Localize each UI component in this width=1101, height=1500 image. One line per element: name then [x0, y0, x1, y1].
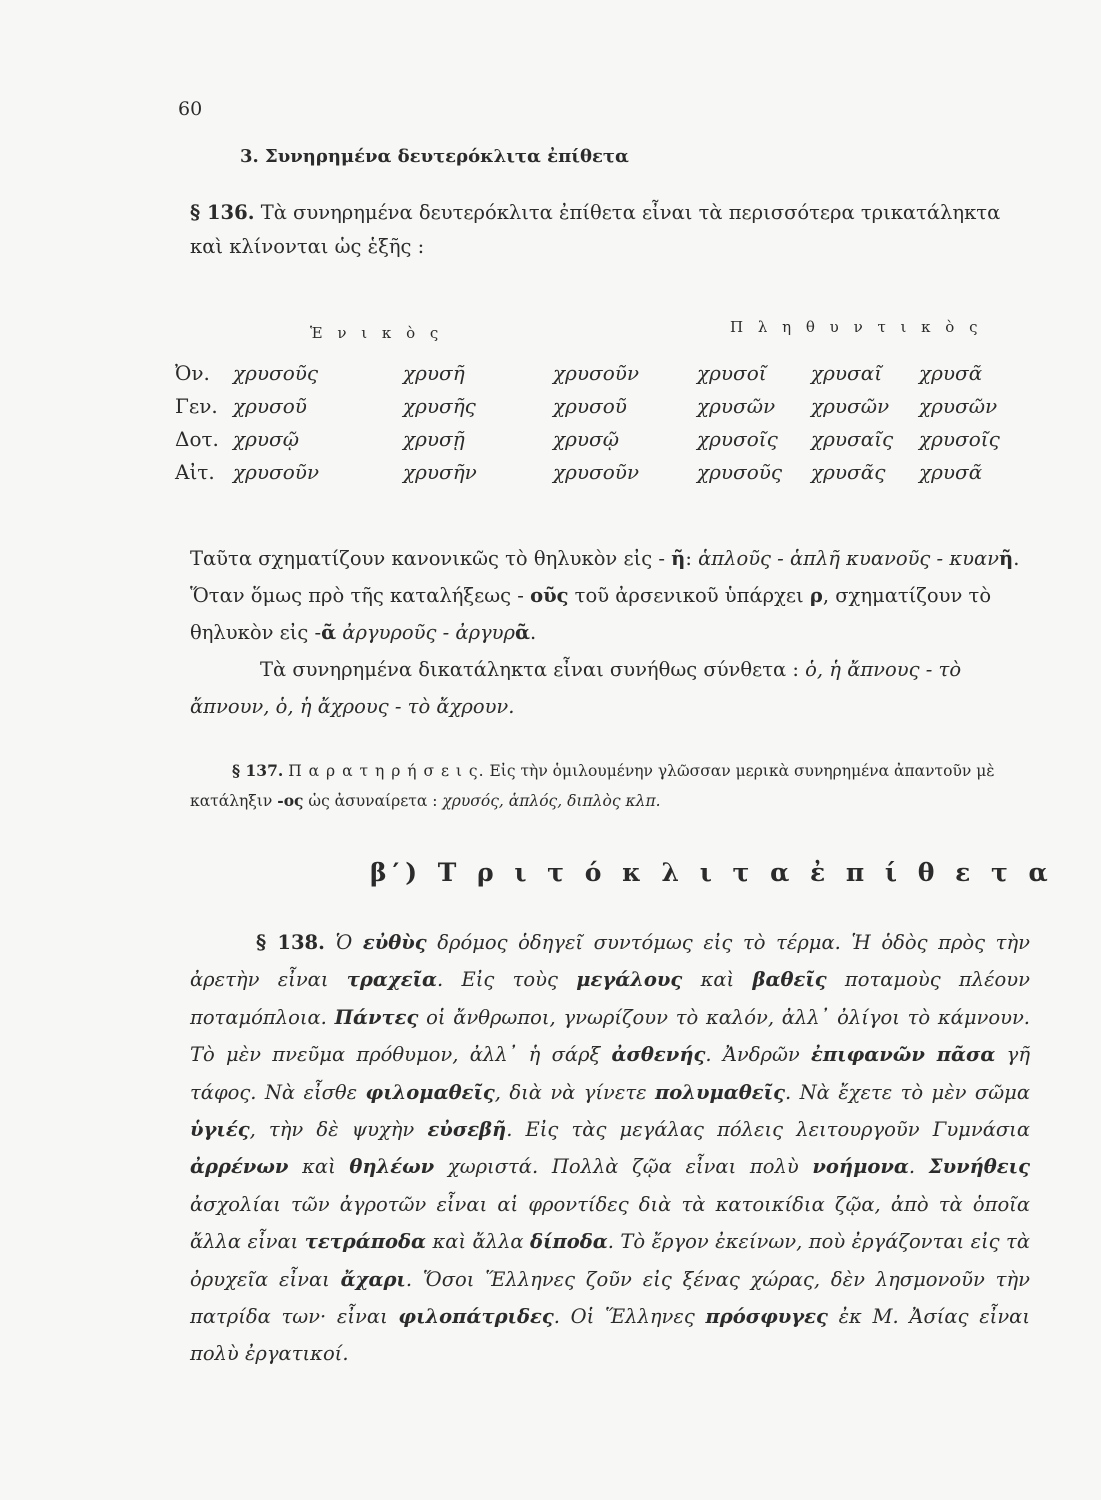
text-run: . Τὸ ἔργον ἐκείνων, ποὺ ἐργάζονται εἰς τὰ ὀρυχεῖα εἶναι	[190, 1230, 1030, 1291]
text-run: . Οἱ Ἕλληνες	[553, 1305, 706, 1329]
declension-form: χρυσῶν	[811, 393, 890, 418]
section-number: § 137.	[232, 761, 284, 780]
declension-form: χρυσῇ	[403, 426, 465, 451]
text-run: τοῦ ἀρσενικοῦ ὑπάρχει	[568, 584, 810, 607]
bold-run: ἄχαρι	[340, 1267, 406, 1291]
example-run: ἀργυροῦς - ἀργυρ	[336, 621, 516, 644]
text-run: γῆ τάφος. Νὰ εἶσθε	[190, 1043, 1030, 1104]
declension-form: χρυσοῦς	[697, 459, 783, 484]
text-run: . Ὅσοι Ἕλληνες ζοῦν εἰς ξένας χώρας, δὲν λησμονοῦν τὴν πατρίδα των· εἶναι	[190, 1267, 1030, 1329]
bold-run: ἀρρένων	[190, 1155, 289, 1179]
declension-form: χρυσῆν	[403, 459, 477, 484]
declension-form: χρυσοῦν	[553, 459, 640, 484]
page-number: 60	[178, 98, 203, 120]
paragraph-text	[190, 931, 1030, 1365]
bold-run: ρ	[809, 584, 823, 607]
text-run: καὶ	[288, 1155, 350, 1179]
text-run: οἱ ἄνθρωποι, γνωρίζουν τὸ καλόν, ἀλλ᾽ ὀλίγοι τὸ κάμνουν. Τὸ μὲν πνεῦμα πρόθυμον, ἀλλ᾽ ἡ σάρξ	[190, 1005, 1030, 1067]
text-run: :	[685, 547, 699, 570]
case-label: Ὀν.	[175, 360, 210, 385]
bold-run: Πάντες	[334, 1005, 419, 1029]
bold-run: βαθεῖς	[752, 968, 827, 992]
declension-form: χρυσοῖς	[919, 426, 1000, 451]
declension-form: χρυσῶν	[697, 393, 776, 418]
case-label: Γεν.	[175, 393, 218, 418]
bold-run: θηλέων	[349, 1155, 435, 1179]
text-run: , τὴν δὲ ψυχὴν	[249, 1118, 428, 1142]
text-run: . Ὅταν ὅμως πρὸ τῆς καταλήξεως -	[190, 547, 1020, 607]
text-run: .	[908, 1155, 929, 1179]
text-run: Εἰς τὴν ὁμιλουμένην γλῶσσαν μερικὰ συνηρημένα ἀπαντοῦν μὲ κατάληξιν	[190, 762, 995, 810]
text-run: καὶ ἄλλα	[426, 1230, 531, 1254]
bold-run: τετράποδα	[304, 1230, 427, 1254]
bold-run: εὐσεβῆ	[427, 1118, 507, 1142]
paragraph-138	[190, 924, 1030, 1373]
remarks-label: Π α ρ α τ η ρ ή σ ε ι ς.	[288, 762, 485, 780]
paragraph-text: Τὰ συνηρημένα δευτερόκλιτα ἐπίθετα εἶναι τὰ περισσότερα τρικατάληκτα καὶ κλίνονται ὡς ἑξῆς :	[190, 201, 1001, 258]
section-number: § 138.	[256, 931, 325, 954]
declension-form: χρυσῆς	[403, 393, 476, 418]
bold-run: ᾶ	[321, 621, 337, 644]
text-run: καὶ	[682, 968, 753, 992]
bold-run: ἀσθενής	[611, 1043, 706, 1067]
declension-form: χρυσᾶς	[811, 459, 886, 484]
declension-form: χρυσῆ	[403, 360, 465, 385]
example-run: χρυσός, ἁπλός, διπλὸς κλπ.	[442, 792, 661, 810]
paragraph-two-ending	[190, 651, 1030, 725]
bold-run: ᾶ	[515, 621, 531, 644]
declension-form: χρυσοῦ	[233, 393, 307, 418]
declension-form: χρυσαῖ	[811, 360, 883, 385]
declension-form: χρυσᾶ	[919, 459, 983, 484]
plural-label: Π λ η θ υ ν τ ι κ ὸ ς	[730, 318, 983, 336]
bold-run: ὑγιές	[190, 1118, 250, 1142]
singular-label: Ἑ ν ι κ ὸ ς	[310, 324, 444, 342]
subheading-third-declension: β′) Τ ρ ι τ ό κ λ ι τ α ἐ π ί θ ε τ α	[370, 858, 1054, 887]
text-run: χωριστά. Πολλὰ ζῷα εἶναι πολὺ	[434, 1155, 813, 1179]
case-label: Αἰτ.	[175, 459, 215, 484]
text-run: , σχηματίζουν τὸ θηλυκὸν εἰς -	[190, 584, 992, 644]
declension-form: χρυσῷ	[233, 426, 299, 451]
bold-run: ἐπιφανῶν πᾶσα	[811, 1043, 996, 1067]
text-run: Ὁ	[324, 931, 363, 954]
bold-run: νοήμονα	[812, 1155, 909, 1179]
declension-row	[175, 389, 1027, 422]
text-run: ποταμοὺς πλέουν ποταμόπλοια.	[190, 968, 1031, 1029]
bold-run: πολυμαθεῖς	[655, 1080, 785, 1104]
text-run: . Εἰς τοὺς	[437, 968, 577, 992]
text-run: ὡς ἀσυναίρετα :	[303, 792, 443, 810]
declension-row	[175, 356, 1027, 389]
text-run: . Εἰς τὰς μεγάλας πόλεις λειτουργοῦν Γυμνάσια	[506, 1118, 1030, 1142]
text-run: .	[530, 621, 537, 644]
paragraph-137	[190, 756, 1030, 816]
bold-run: Συνήθεις	[928, 1155, 1030, 1179]
section-number: § 136.	[190, 201, 255, 224]
section-heading: 3. Συνηρημένα δευτερόκλιτα ἐπίθετα	[240, 146, 629, 167]
declension-form: χρυσαῖς	[811, 426, 894, 451]
bold-run: τραχεῖα	[346, 968, 438, 992]
text-run: Τὰ συνηρημένα δικατάληκτα εἶναι συνήθως σύνθετα :	[260, 658, 806, 681]
declension-form: χρυσοῦν	[233, 459, 320, 484]
declension-form: χρυσῶν	[919, 393, 998, 418]
bold-run: μεγάλους	[576, 968, 683, 992]
text-run: ἀσχολίαι τῶν ἀγροτῶν εἶναι αἱ φροντίδες διὰ τὰ κατοικίδια ζῷα, ἀπὸ τὰ ὁποῖα ἄλλα εἶναι	[190, 1192, 1030, 1254]
text-run: . Νὰ ἔχετε τὸ μὲν σῶμα	[784, 1080, 1030, 1104]
declension-form: χρυσοῖ	[697, 360, 767, 385]
bold-run: φιλομαθεῖς	[365, 1080, 495, 1104]
text-run: , διὰ νὰ γίνετε	[494, 1080, 656, 1104]
case-label: Δοτ.	[175, 426, 219, 451]
declension-row	[175, 455, 1027, 488]
example-run: ὁ, ἡ ἄπνους - τὸ ἄπνουν, ὁ, ἡ ἄχρους - τὸ ἄχρουν.	[190, 658, 962, 718]
text-run: ἐκ Μ. Ἀσίας εἶναι πολὺ ἐργατικοί.	[190, 1305, 1030, 1366]
bold-run: οῦς	[530, 584, 569, 607]
text-run: δρόμος ὁδηγεῖ συντόμως εἰς τὸ τέρμα. Ἡ ὁδὸς πρὸς τὴν ἀρετὴν εἶναι	[190, 931, 1030, 992]
text-run: Ταῦτα σχηματίζουν κανονικῶς τὸ θηλυκὸν εἰς -	[190, 547, 672, 570]
declension-form: χρυσοῖς	[697, 426, 778, 451]
text-run: . Ἀνδρῶν	[705, 1043, 812, 1067]
declension-form: χρυσῷ	[553, 426, 619, 451]
bold-run: ῆ	[999, 547, 1014, 570]
declension-form: χρυσοῦς	[233, 360, 319, 385]
bold-run: ῆ	[671, 547, 686, 570]
declension-table	[175, 356, 1027, 488]
example-run: ἁπλοῦς - ἁπλῆ κυανοῦς - κυαν	[698, 547, 1000, 570]
paragraph-feminine	[190, 540, 1030, 651]
bold-run: εὐθὺς	[362, 931, 427, 954]
bold-run: -ος	[277, 791, 304, 810]
declension-form: χρυσᾶ	[919, 360, 983, 385]
declension-form: χρυσοῦν	[553, 360, 640, 385]
bold-run: δίποδα	[530, 1230, 608, 1254]
declension-row	[175, 422, 1027, 455]
declension-form: χρυσοῦ	[553, 393, 627, 418]
bold-run: φιλοπάτριδες	[398, 1305, 554, 1329]
paragraph-136	[190, 196, 1030, 264]
bold-run: πρόσφυγες	[705, 1305, 828, 1329]
